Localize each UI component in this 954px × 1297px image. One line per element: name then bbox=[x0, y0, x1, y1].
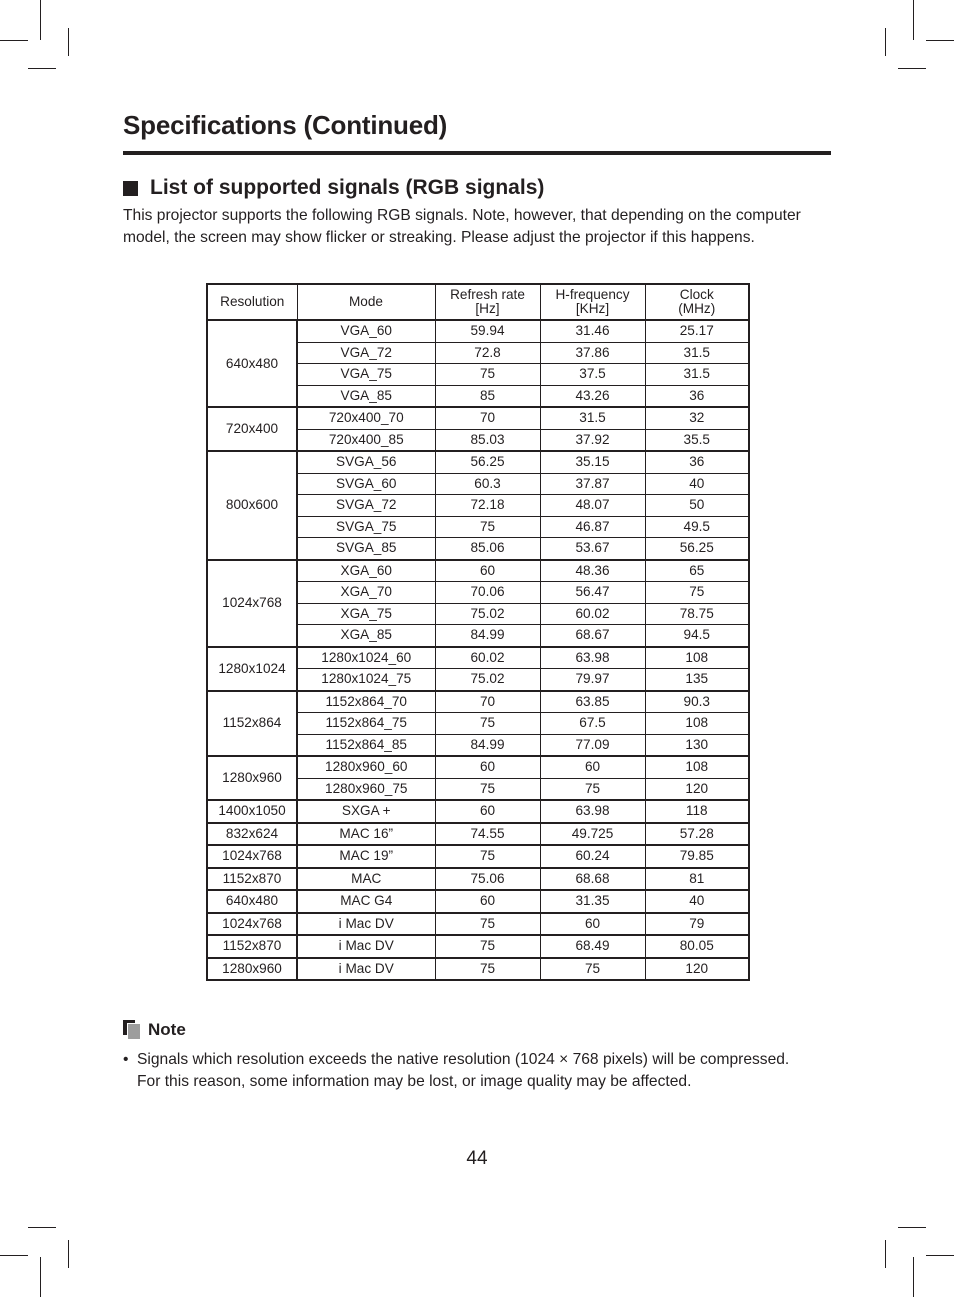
section-heading-text: List of supported signals (RGB signals) bbox=[150, 176, 545, 199]
cell-clock: 56.25 bbox=[645, 538, 749, 560]
header-resolution: Resolution bbox=[207, 284, 297, 320]
table-row bbox=[207, 913, 749, 936]
cell-refresh-rate: 72.8 bbox=[435, 342, 540, 364]
table-row bbox=[207, 800, 749, 823]
crop-mark bbox=[28, 1227, 56, 1228]
cell-refresh-rate: 74.55 bbox=[435, 823, 540, 846]
cell-refresh-rate: 85.03 bbox=[435, 429, 540, 451]
black-square-icon bbox=[123, 181, 138, 196]
cell-h-frequency: 60.24 bbox=[540, 845, 645, 868]
note-list bbox=[123, 1049, 813, 1093]
cell-refresh-rate: 60.3 bbox=[435, 473, 540, 495]
table-header-row bbox=[207, 284, 749, 320]
cell-mode: MAC 19” bbox=[297, 845, 435, 868]
cell-mode: XGA_70 bbox=[297, 582, 435, 604]
cell-resolution: 640x480 bbox=[207, 890, 297, 913]
note-heading-text: Note bbox=[148, 1020, 186, 1039]
intro-paragraph: This projector supports the following RGB signals. Note, however, that depending on the computer model, the screen may show flicker or streaking. Please adjust the projector if this happens. bbox=[123, 207, 801, 246]
crop-mark bbox=[68, 28, 69, 56]
cell-h-frequency: 37.87 bbox=[540, 473, 645, 495]
cell-resolution: 1024x768 bbox=[207, 913, 297, 936]
header-h-frequency bbox=[540, 284, 645, 320]
cell-refresh-rate: 75.02 bbox=[435, 669, 540, 691]
crop-mark bbox=[885, 28, 886, 56]
table-row bbox=[207, 647, 749, 669]
table-row bbox=[207, 890, 749, 913]
cell-clock: 118 bbox=[645, 800, 749, 823]
cell-resolution: 1024x768 bbox=[207, 560, 297, 647]
cell-clock: 81 bbox=[645, 868, 749, 891]
cell-clock: 31.5 bbox=[645, 364, 749, 386]
cell-mode: 1152x864_70 bbox=[297, 691, 435, 713]
cell-clock: 120 bbox=[645, 958, 749, 981]
cell-clock: 130 bbox=[645, 734, 749, 756]
page-number: 44 bbox=[466, 1148, 488, 1169]
table-row bbox=[207, 958, 749, 981]
cell-mode: SVGA_56 bbox=[297, 451, 435, 473]
cell-h-frequency: 31.5 bbox=[540, 407, 645, 429]
header-unit: [Hz] bbox=[475, 301, 500, 316]
table-row bbox=[207, 935, 749, 958]
cell-h-frequency: 68.67 bbox=[540, 625, 645, 647]
cell-clock: 35.5 bbox=[645, 429, 749, 451]
cell-resolution: 640x480 bbox=[207, 320, 297, 407]
note-heading bbox=[123, 1020, 186, 1040]
cell-refresh-rate: 70.06 bbox=[435, 582, 540, 604]
cell-mode: i Mac DV bbox=[297, 935, 435, 958]
note-item: • Signals which resolution exceeds the native resolution (1024 × 768 pixels) will be compressed. For this reason, some information may be lost, or image quality may be affected. bbox=[123, 1049, 813, 1093]
cell-h-frequency: 48.07 bbox=[540, 495, 645, 517]
cell-refresh-rate: 60 bbox=[435, 800, 540, 823]
cell-clock: 25.17 bbox=[645, 320, 749, 342]
cell-h-frequency: 53.67 bbox=[540, 538, 645, 560]
cell-h-frequency: 60.02 bbox=[540, 603, 645, 625]
title-rule bbox=[123, 151, 831, 155]
cell-mode: SVGA_75 bbox=[297, 516, 435, 538]
cell-mode: VGA_72 bbox=[297, 342, 435, 364]
cell-mode: VGA_85 bbox=[297, 385, 435, 407]
cell-refresh-rate: 75.02 bbox=[435, 603, 540, 625]
cell-clock: 57.28 bbox=[645, 823, 749, 846]
cell-refresh-rate: 60 bbox=[435, 890, 540, 913]
cell-resolution: 1024x768 bbox=[207, 845, 297, 868]
crop-mark bbox=[40, 1257, 41, 1297]
cell-mode: XGA_75 bbox=[297, 603, 435, 625]
cell-mode: 1152x864_85 bbox=[297, 734, 435, 756]
cell-clock: 79 bbox=[645, 913, 749, 936]
cell-refresh-rate: 84.99 bbox=[435, 734, 540, 756]
cell-resolution: 720x400 bbox=[207, 407, 297, 451]
cell-refresh-rate: 75 bbox=[435, 913, 540, 936]
cell-h-frequency: 67.5 bbox=[540, 713, 645, 735]
cell-refresh-rate: 85 bbox=[435, 385, 540, 407]
cell-refresh-rate: 84.99 bbox=[435, 625, 540, 647]
cell-mode: MAC G4 bbox=[297, 890, 435, 913]
cell-refresh-rate: 56.25 bbox=[435, 451, 540, 473]
cell-h-frequency: 75 bbox=[540, 958, 645, 981]
table-row bbox=[207, 560, 749, 582]
cell-h-frequency: 35.15 bbox=[540, 451, 645, 473]
cell-refresh-rate: 60 bbox=[435, 560, 540, 582]
cell-mode: 1280x960_75 bbox=[297, 778, 435, 800]
cell-refresh-rate: 85.06 bbox=[435, 538, 540, 560]
crop-mark bbox=[926, 40, 954, 41]
cell-h-frequency: 60 bbox=[540, 756, 645, 778]
table-row bbox=[207, 756, 749, 778]
cell-mode: SVGA_60 bbox=[297, 473, 435, 495]
cell-h-frequency: 37.5 bbox=[540, 364, 645, 386]
cell-resolution: 1152x870 bbox=[207, 935, 297, 958]
cell-mode: XGA_60 bbox=[297, 560, 435, 582]
cell-resolution: 1280x960 bbox=[207, 756, 297, 800]
table-row bbox=[207, 868, 749, 891]
cell-clock: 75 bbox=[645, 582, 749, 604]
cell-mode: i Mac DV bbox=[297, 913, 435, 936]
cell-refresh-rate: 60.02 bbox=[435, 647, 540, 669]
cell-refresh-rate: 75 bbox=[435, 935, 540, 958]
table-row bbox=[207, 823, 749, 846]
cell-h-frequency: 46.87 bbox=[540, 516, 645, 538]
header-refresh-rate bbox=[435, 284, 540, 320]
cell-clock: 32 bbox=[645, 407, 749, 429]
cell-mode: MAC bbox=[297, 868, 435, 891]
cell-h-frequency: 63.98 bbox=[540, 647, 645, 669]
cell-clock: 40 bbox=[645, 473, 749, 495]
cell-clock: 80.05 bbox=[645, 935, 749, 958]
cell-h-frequency: 48.36 bbox=[540, 560, 645, 582]
cell-refresh-rate: 75 bbox=[435, 778, 540, 800]
cell-h-frequency: 75 bbox=[540, 778, 645, 800]
cell-h-frequency: 68.49 bbox=[540, 935, 645, 958]
crop-mark bbox=[913, 1257, 914, 1297]
cell-h-frequency: 31.46 bbox=[540, 320, 645, 342]
cell-clock: 36 bbox=[645, 451, 749, 473]
cell-h-frequency: 49.725 bbox=[540, 823, 645, 846]
cell-refresh-rate: 75.06 bbox=[435, 868, 540, 891]
cell-clock: 90.3 bbox=[645, 691, 749, 713]
cell-clock: 135 bbox=[645, 669, 749, 691]
cell-h-frequency: 43.26 bbox=[540, 385, 645, 407]
cell-mode: XGA_85 bbox=[297, 625, 435, 647]
cell-mode: SVGA_85 bbox=[297, 538, 435, 560]
cell-mode: VGA_60 bbox=[297, 320, 435, 342]
header-text: Clock bbox=[679, 287, 714, 302]
header-unit: (MHz) bbox=[678, 301, 716, 316]
cell-clock: 94.5 bbox=[645, 625, 749, 647]
cell-clock: 108 bbox=[645, 756, 749, 778]
cell-mode: MAC 16” bbox=[297, 823, 435, 846]
cell-refresh-rate: 60 bbox=[435, 756, 540, 778]
table-row bbox=[207, 451, 749, 473]
cell-resolution: 800x600 bbox=[207, 451, 297, 560]
table-row bbox=[207, 407, 749, 429]
cell-h-frequency: 60 bbox=[540, 913, 645, 936]
table-row bbox=[207, 691, 749, 713]
cell-mode: 1152x864_75 bbox=[297, 713, 435, 735]
signals-table bbox=[206, 283, 750, 981]
cell-mode: 1280x1024_75 bbox=[297, 669, 435, 691]
cell-resolution: 1280x960 bbox=[207, 958, 297, 981]
note-icon bbox=[123, 1020, 141, 1040]
cell-mode: SVGA_72 bbox=[297, 495, 435, 517]
crop-mark bbox=[28, 68, 56, 69]
table-row bbox=[207, 845, 749, 868]
crop-mark bbox=[0, 40, 28, 41]
cell-clock: 108 bbox=[645, 647, 749, 669]
page-title: Specifications (Continued) bbox=[123, 110, 448, 140]
cell-clock: 36 bbox=[645, 385, 749, 407]
cell-resolution: 832x624 bbox=[207, 823, 297, 846]
cell-resolution: 1280x1024 bbox=[207, 647, 297, 691]
cell-h-frequency: 31.35 bbox=[540, 890, 645, 913]
cell-clock: 65 bbox=[645, 560, 749, 582]
cell-h-frequency: 63.85 bbox=[540, 691, 645, 713]
cell-mode: 1280x1024_60 bbox=[297, 647, 435, 669]
cell-resolution: 1152x864 bbox=[207, 691, 297, 757]
cell-mode: 1280x960_60 bbox=[297, 756, 435, 778]
cell-mode: i Mac DV bbox=[297, 958, 435, 981]
cell-mode: VGA_75 bbox=[297, 364, 435, 386]
cell-h-frequency: 63.98 bbox=[540, 800, 645, 823]
cell-refresh-rate: 59.94 bbox=[435, 320, 540, 342]
cell-clock: 78.75 bbox=[645, 603, 749, 625]
cell-clock: 120 bbox=[645, 778, 749, 800]
signals-table-body bbox=[207, 320, 749, 980]
cell-refresh-rate: 75 bbox=[435, 516, 540, 538]
table-row bbox=[207, 320, 749, 342]
header-text: H-frequency bbox=[555, 287, 630, 302]
crop-mark bbox=[68, 1240, 69, 1268]
crop-mark bbox=[0, 1255, 28, 1256]
cell-clock: 49.5 bbox=[645, 516, 749, 538]
section-heading bbox=[123, 176, 544, 200]
cell-refresh-rate: 75 bbox=[435, 364, 540, 386]
header-text: Refresh rate bbox=[450, 287, 525, 302]
cell-h-frequency: 79.97 bbox=[540, 669, 645, 691]
cell-refresh-rate: 70 bbox=[435, 407, 540, 429]
cell-clock: 79.85 bbox=[645, 845, 749, 868]
crop-mark bbox=[40, 0, 41, 40]
crop-mark bbox=[926, 1255, 954, 1256]
cell-resolution: 1152x870 bbox=[207, 868, 297, 891]
cell-h-frequency: 37.92 bbox=[540, 429, 645, 451]
cell-clock: 50 bbox=[645, 495, 749, 517]
header-clock bbox=[645, 284, 749, 320]
header-unit: [KHz] bbox=[575, 301, 610, 316]
crop-mark bbox=[898, 68, 926, 69]
cell-clock: 31.5 bbox=[645, 342, 749, 364]
cell-mode: 720x400_85 bbox=[297, 429, 435, 451]
cell-clock: 40 bbox=[645, 890, 749, 913]
cell-h-frequency: 68.68 bbox=[540, 868, 645, 891]
cell-h-frequency: 56.47 bbox=[540, 582, 645, 604]
cell-refresh-rate: 75 bbox=[435, 845, 540, 868]
crop-mark bbox=[885, 1240, 886, 1268]
cell-h-frequency: 77.09 bbox=[540, 734, 645, 756]
cell-refresh-rate: 72.18 bbox=[435, 495, 540, 517]
cell-mode: 720x400_70 bbox=[297, 407, 435, 429]
cell-mode: SXGA + bbox=[297, 800, 435, 823]
cell-clock: 108 bbox=[645, 713, 749, 735]
cell-refresh-rate: 70 bbox=[435, 691, 540, 713]
cell-refresh-rate: 75 bbox=[435, 713, 540, 735]
crop-mark bbox=[898, 1227, 926, 1228]
cell-resolution: 1400x1050 bbox=[207, 800, 297, 823]
header-mode: Mode bbox=[297, 284, 435, 320]
crop-mark bbox=[913, 0, 914, 40]
cell-h-frequency: 37.86 bbox=[540, 342, 645, 364]
cell-refresh-rate: 75 bbox=[435, 958, 540, 981]
